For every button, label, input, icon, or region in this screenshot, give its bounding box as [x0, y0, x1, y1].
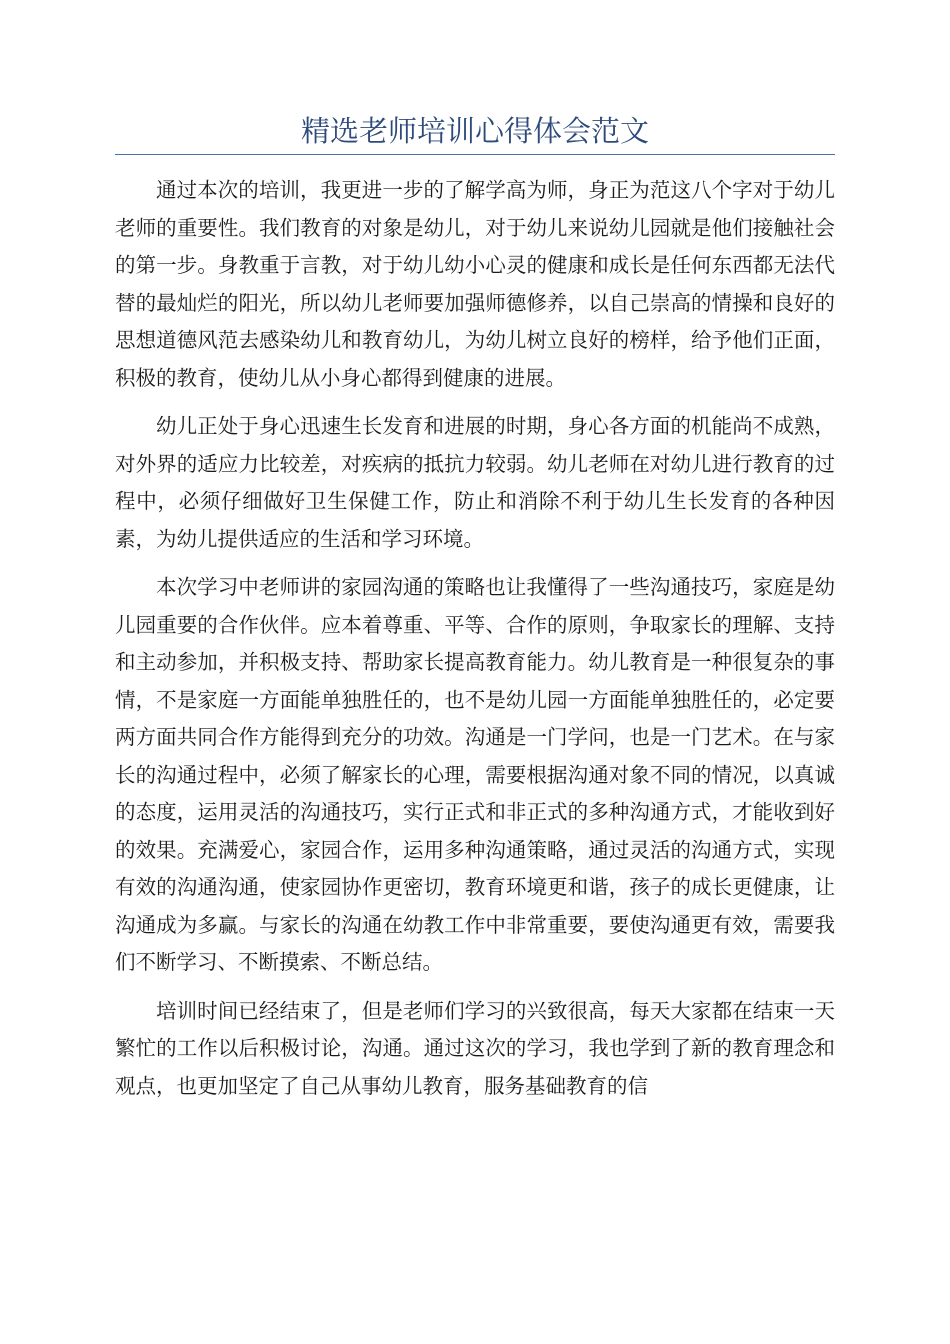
paragraph-1: 通过本次的培训，我更进一步的了解学高为师，身正为范这八个字对于幼儿老师的重要性。我们教育的对象是幼儿，对于幼儿来说幼儿园就是他们接触社会的第一步。身教重于言教，对于幼儿幼小心灵的健康和成长是任何东西都无法代替的最灿烂的阳光，所以幼儿老师要加强师德修养，以自己崇高的情操和良好的思想道德风范去感染幼儿和教育幼儿，为幼儿树立良好的榜样，给予他们正面，积极的教育，使幼儿从小身心都得到健康的进展。 [115, 178, 835, 390]
document-body [115, 172, 835, 1116]
paragraph-3: 本次学习中老师讲的家园沟通的策略也让我懂得了一些沟通技巧，家庭是幼儿园重要的合作伙伴。应本着尊重、平等、合作的原则，争取家长的理解、支持和主动参加，并积极支持、帮助家长提高教育能力。幼儿教育是一种很复杂的事情，不是家庭一方面能单独胜任的，也不是幼儿园一方面能单独胜任的，必定要两方面共同合作方能得到充分的功效。沟通是一门学问，也是一门艺术。在与家长的沟通过程中，必须了解家长的心理，需要根据沟通对象不同的情况，以真诚的态度，运用灵活的沟通技巧，实行正式和非正式的多种沟通方式，才能收到好的效果。充满爱心，家园合作，运用多种沟通策略，通过灵活的沟通方式，实现有效的沟通沟通，使家园协作更密切，教育环境更和谐，孩子的成长更健康，让沟通成为多赢。与家长的沟通在幼教工作中非常重要，要使沟通更有效，需要我们不断学习、不断摸索、不断总结。 [115, 575, 835, 974]
page-title: 精选老师培训心得体会范文 [300, 114, 649, 148]
title-underline [115, 154, 835, 155]
paragraph-2: 幼儿正处于身心迅速生长发育和进展的时期，身心各方面的机能尚不成熟，对外界的适应力比较差，对疾病的抵抗力较弱。幼儿老师在对幼儿进行教育的过程中，必须仔细做好卫生保健工作，防止和消除不利于幼儿生长发育的各种因素，为幼儿提供适应的生活和学习环境。 [115, 414, 835, 551]
paragraph-4: 培训时间已经结束了，但是老师们学习的兴致很高，每天大家都在结束一天繁忙的工作以后积极讨论，沟通。通过这次的学习，我也学到了新的教育理念和观点，也更加坚定了自己从事幼儿教育，服务基础教育的信 [115, 998, 835, 1098]
